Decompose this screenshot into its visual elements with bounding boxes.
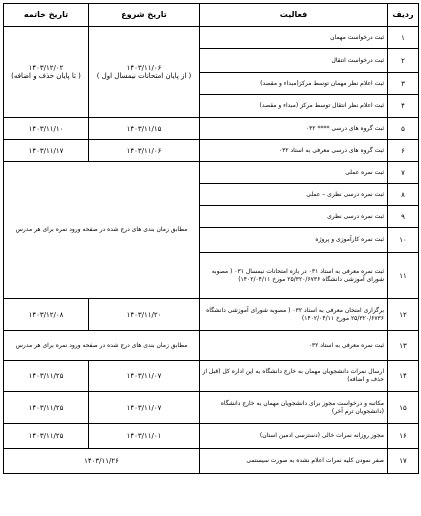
activity-cell: ثبت گروه های درسی **** ۰۳۲ <box>200 118 388 140</box>
row-number: ۳ <box>388 73 419 95</box>
schedule-table <box>3 3 419 474</box>
start-date-cell: ۱۴۰۳/۱۱/۰۷ <box>89 361 200 392</box>
table-row <box>4 162 419 184</box>
row-number: ۹ <box>388 206 419 228</box>
end-date-note: ( تا پایان حذف و اضافه) <box>11 72 81 80</box>
table-row <box>4 299 419 331</box>
end-date-cell: ۱۴۰۳/۱۱/۲۵ <box>4 361 89 392</box>
activity-cell: ثبت نمره عملی <box>200 162 388 184</box>
table-row <box>4 27 419 49</box>
activity-cell: ثبت نمره معرفی به استاد ۰۳۱ در بازه امتحانات نیمسال ۰۳۱ ( مصوبه شورای آموزشی دانشگاه ۲۵/۳۲۰/۶۷۳۶ مورخ ۱۴۰۲/۰۴/۱۱) <box>200 253 388 299</box>
schedule-note-cell: مطابق زمان بندی های درج شده در صفحه ورود نمره برای هر مدرس <box>4 331 200 361</box>
row-number: ۱۷ <box>388 449 419 474</box>
activity-cell: ثبت نمره معرفی به استاد ۰۳۲ <box>200 331 388 361</box>
table-row <box>4 449 419 474</box>
end-date-cell <box>4 27 89 118</box>
row-number: ۱۴ <box>388 361 419 392</box>
row-number: ۱۲ <box>388 299 419 331</box>
header-end-date: تاریخ خاتمه <box>4 4 89 27</box>
row-number: ۶ <box>388 140 419 162</box>
table-row <box>4 424 419 449</box>
activity-cell: مکاتبه و درخواست مجوز برای دانشجویان مهمان به خارج دانشگاه (دانشجویان ترم آخر) <box>200 392 388 424</box>
table-row <box>4 140 419 162</box>
row-number: ۴ <box>388 95 419 118</box>
header-activity: فعالیت <box>200 4 388 27</box>
row-number: ۵ <box>388 118 419 140</box>
start-date-cell: ۱۴۰۳/۱۱/۰۱ <box>89 424 200 449</box>
start-date-cell: ۱۴۰۳/۱۱/۲۰ <box>89 299 200 331</box>
row-number: ۱۱ <box>388 253 419 299</box>
start-date-cell: ۱۴۰۳/۱۱/۰۶ <box>89 140 200 162</box>
activity-cell: برگزاری امتحان معرفی به استاد ۰۳۲ ( مصوبه شورای آموزشی دانشگاه ۲۵/۳۲۰/۶۷۳۶ مورخ ۱۴۰۲/۰۴/۱۱) <box>200 299 388 331</box>
activity-cell: ثبت نمره درسی نظری <box>200 206 388 228</box>
table-row <box>4 331 419 361</box>
activity-cell: ثبت اعلام نظر مهمان توسط مرکز(مبداء و مقصد) <box>200 73 388 95</box>
row-number: ۱۰ <box>388 228 419 253</box>
end-date-cell: ۱۴۰۳/۱۱/۱۷ <box>4 140 89 162</box>
start-date-note: ( از پایان امتحانات نیمسال اول ) <box>96 72 192 80</box>
activity-cell: ثبت گروه های درسی معرفی به استاد ۰۳۲ <box>200 140 388 162</box>
end-date-cell: ۱۴۰۳/۱۲/۰۸ <box>4 299 89 331</box>
activity-cell: ثبت درخواست مهمان <box>200 27 388 49</box>
start-date-cell: ۱۴۰۳/۱۱/۰۷ <box>89 392 200 424</box>
table-row <box>4 118 419 140</box>
table-row <box>4 392 419 424</box>
activity-cell: ثبت نمره درسی نظری – عملی <box>200 184 388 206</box>
end-date-cell: ۱۴۰۳/۱۱/۲۵ <box>4 392 89 424</box>
header-row-no: ردیف <box>388 4 419 27</box>
header-row <box>4 4 419 27</box>
row-number: ۱۳ <box>388 331 419 361</box>
header-start-date: تاریخ شروع <box>89 4 200 27</box>
end-date-cell: ۱۴۰۳/۱۱/۲۵ <box>4 424 89 449</box>
activity-cell: ثبت نمره کارآموزی و پروژه <box>200 228 388 253</box>
end-date: ۱۴۰۳/۱۲/۰۲ <box>28 64 64 72</box>
activity-cell: ثبت درخواست انتقال <box>200 49 388 73</box>
row-number: ۱۶ <box>388 424 419 449</box>
start-date: ۱۴۰۳/۱۱/۰۶ <box>126 64 162 72</box>
end-date-cell: ۱۴۰۳/۱۱/۱۰ <box>4 118 89 140</box>
row-number: ۷ <box>388 162 419 184</box>
schedule-note-cell: مطابق زمان بندی های درج شده در صفحه ورود نمره برای هر مدرس <box>4 162 200 299</box>
date-cell: ۱۴۰۳/۱۱/۲۶ <box>4 449 200 474</box>
activity-cell: ثبت اعلام نظر انتقال توسط مرکز (مبداء و مقصد) <box>200 95 388 118</box>
row-number: ۲ <box>388 49 419 73</box>
activity-cell: صفر نمودن کلیه نمرات اعلام نشده به صورت سیستمی <box>200 449 388 474</box>
row-number: ۱۵ <box>388 392 419 424</box>
row-number: ۱ <box>388 27 419 49</box>
start-date-cell <box>89 27 200 118</box>
start-date-cell: ۱۴۰۳/۱۱/۱۵ <box>89 118 200 140</box>
activity-cell: ارسال نمرات دانشجویان مهمان به خارج دانشگاه به این اداره کل (قبل از حذف و اضافه) <box>200 361 388 392</box>
row-number: ۸ <box>388 184 419 206</box>
activity-cell: مجوز روزانه نمرات خالی (دسترسی ادمین استان) <box>200 424 388 449</box>
table-row <box>4 361 419 392</box>
